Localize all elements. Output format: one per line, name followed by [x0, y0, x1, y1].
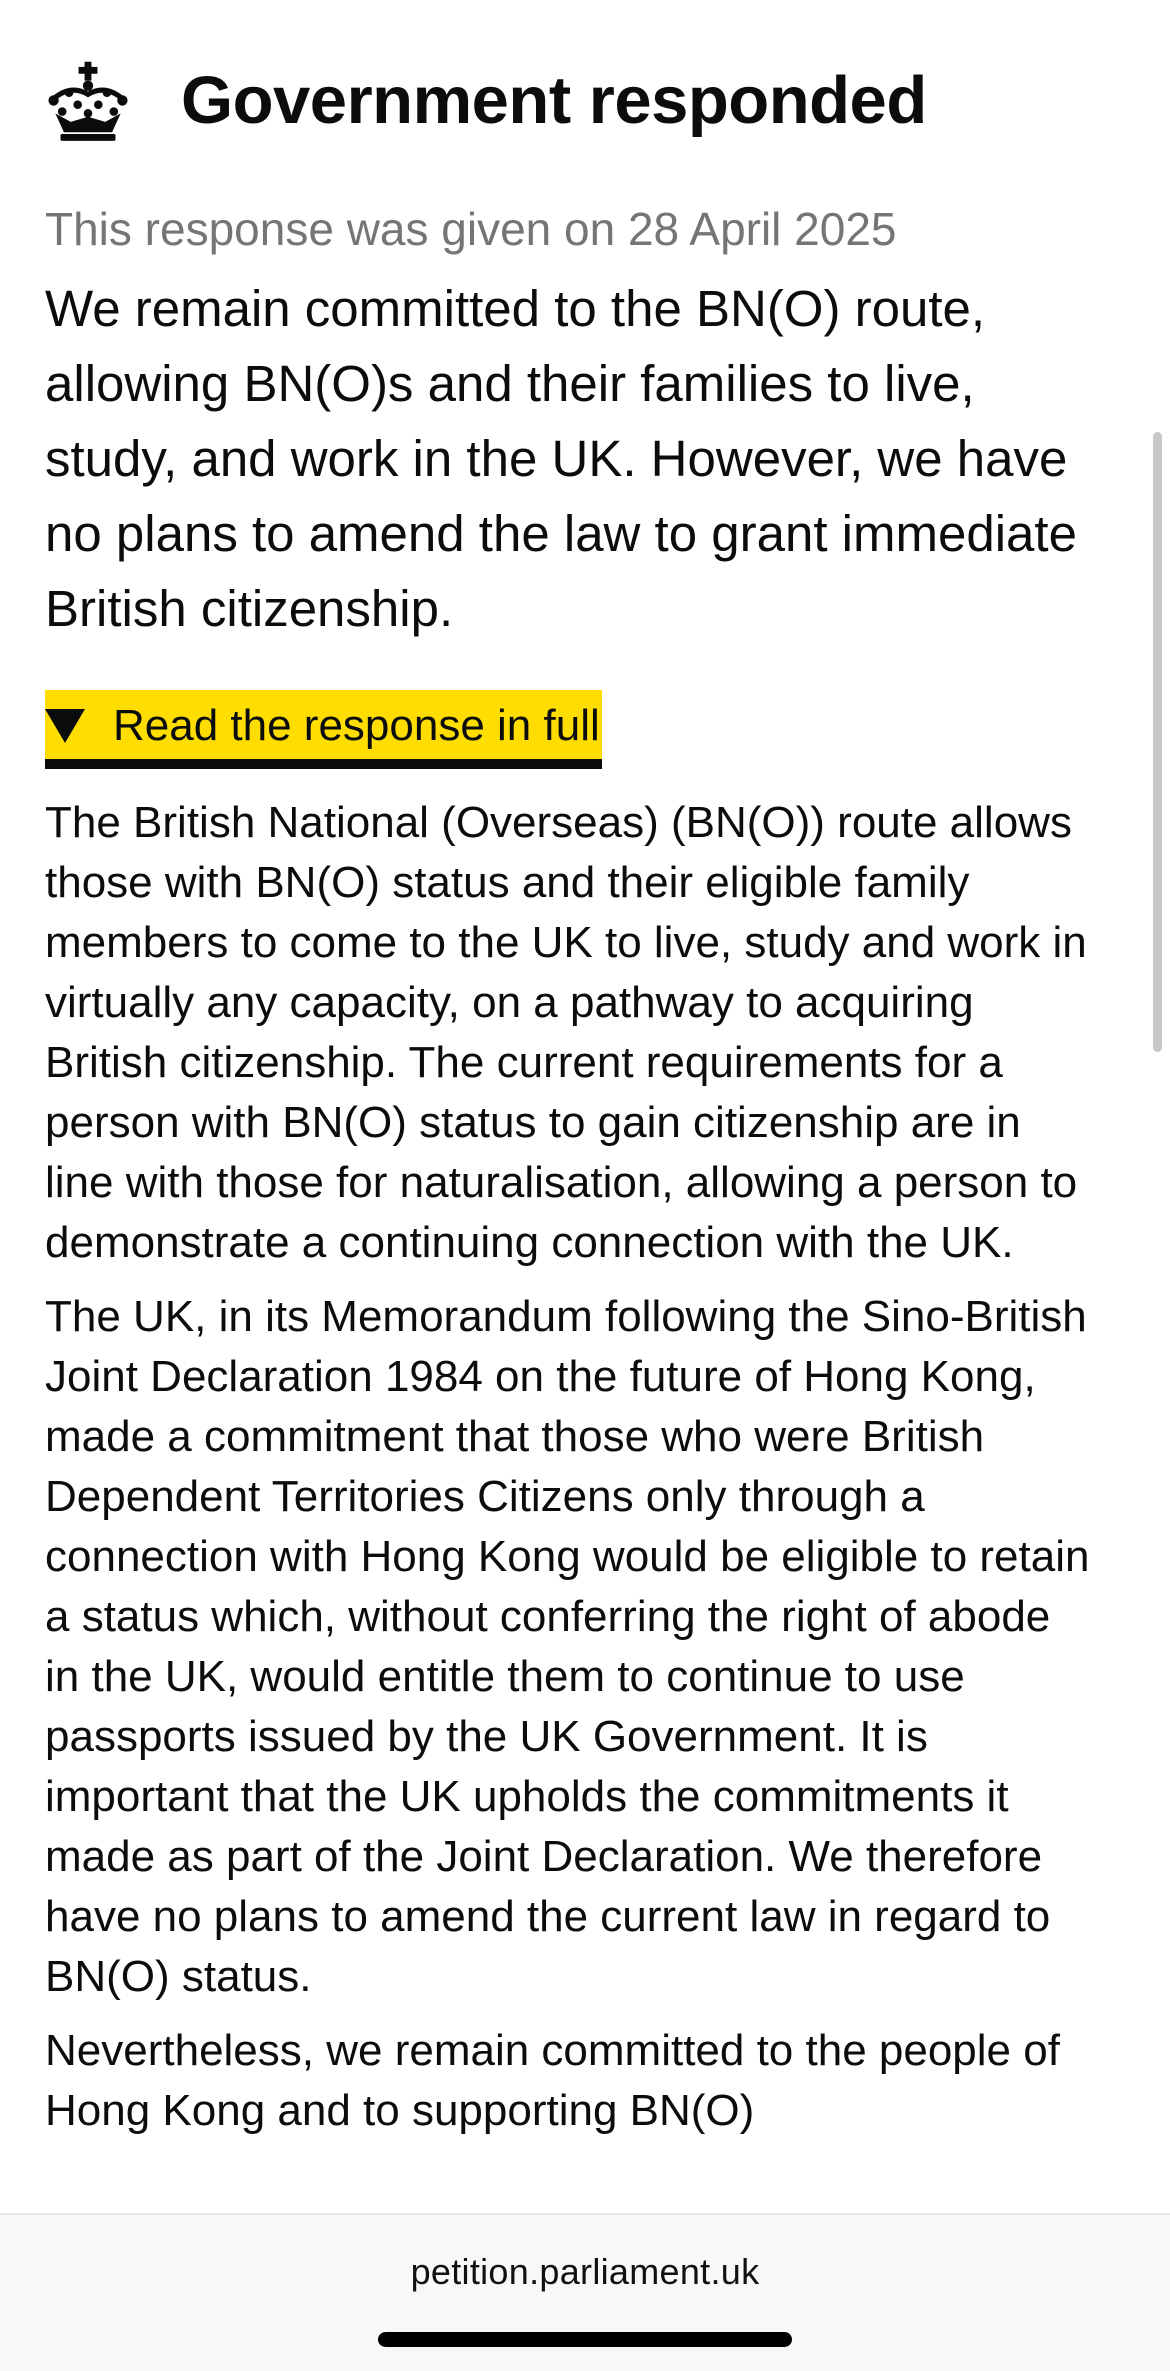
response-date: This response was given on 28 April 2025 — [45, 203, 897, 255]
response-paragraph: The UK, in its Memorandum following the Sino-British Joint Declaration 1984 on the future of Hong Kong, made a commitment that those who were British Dependent Territories Citizens only through a connection with Hong Kong would be eligible to retain a status which, without conferring the right of abode in the UK, would entitle them to continue to use passports issued by the UK Government. It is important that the UK upholds the commitments it made as part of the Joint Declaration. We therefore have no plans to amend the current law in regard to BN(O) status. — [45, 1292, 1090, 2002]
response-header — [45, 0, 1095, 200]
crown-icon — [45, 60, 131, 146]
response-paragraph: The British National (Overseas) (BN(O)) route allows those with BN(O) status and their eligible family members to come to the UK to live, study and work in virtually any capacity, on a pathway to acquiring British citizenship. The current requirements for a person with BN(O) status to gain citizenship are in line with those for naturalisation, allowing a person to demonstrate a continuing connection with the UK. — [45, 798, 1087, 1268]
url-text[interactable]: petition.parliament.uk — [410, 2251, 760, 2292]
triangle-down-icon — [45, 709, 85, 743]
main-content — [45, 0, 1095, 2141]
response-summary: We remain committed to the BN(O) route, allowing BN(O)s and their families to live, study, and work in the UK. However, we have no plans to amend the law to grant immediate British citizenship. — [45, 280, 1077, 638]
response-paragraph: Nevertheless, we remain committed to the people of Hong Kong and to supporting BN(O) — [45, 2026, 1060, 2136]
page-title: Government responded — [181, 62, 927, 138]
read-full-response-label: Read the response in full — [113, 701, 600, 751]
browser-address-bar[interactable] — [0, 2213, 1170, 2371]
full-response-text — [45, 793, 1095, 2141]
home-indicator[interactable] — [378, 2332, 792, 2347]
read-full-response-toggle[interactable] — [45, 690, 602, 769]
scrollbar[interactable] — [1153, 432, 1162, 1052]
